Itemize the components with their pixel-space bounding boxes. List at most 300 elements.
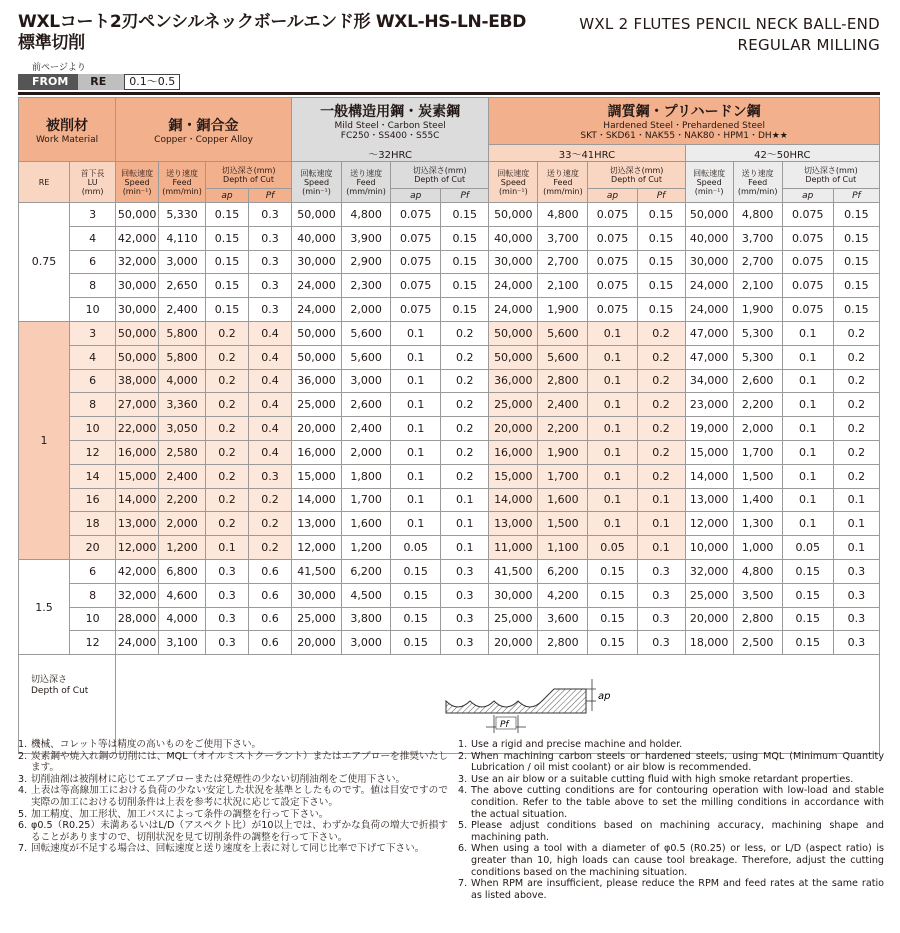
table-cell: 0.075 (782, 274, 833, 298)
table-cell: 32,000 (116, 583, 159, 607)
table-row (19, 274, 880, 298)
table-cell: 1,700 (538, 464, 588, 488)
note-text: 回転速度が不足する場合は、回転速度と送り速度を上表に対して同じ比率で下げて下さい。 (31, 843, 425, 855)
table-cell: 16,000 (489, 440, 538, 464)
table-cell: 14,000 (116, 488, 159, 512)
note-number: 1. (18, 739, 28, 750)
table-cell: 0.2 (441, 393, 489, 417)
title-en-line2: REGULAR MILLING (737, 36, 880, 54)
depth-of-cut-header: 切込深さ(mm) Depth of Cut (206, 162, 292, 189)
note-item (18, 774, 448, 786)
table-cell: 50,000 (116, 321, 159, 345)
table-cell: 0.15 (637, 226, 685, 250)
table-cell: 0.3 (637, 559, 685, 583)
table-cell: 0.1 (782, 512, 833, 536)
hardness-mild: ～32HRC (368, 150, 412, 161)
table-cell: 24,000 (291, 298, 341, 322)
table-cell: 20,000 (685, 607, 733, 631)
note-item (458, 751, 884, 774)
table-cell: 0.15 (206, 226, 249, 250)
table-cell: 0.15 (391, 607, 441, 631)
table-cell: 2,300 (342, 274, 391, 298)
page-title-en (579, 14, 880, 56)
lu-value: 4 (70, 345, 116, 369)
table-cell: 10,000 (685, 536, 733, 560)
table-cell: 0.3 (441, 583, 489, 607)
table-cell: 0.075 (391, 250, 441, 274)
note-text: 上表は等高線加工における負荷の少ない安定した状況を基準としたものです。値は目安ですので実際の加工における切削条件は上表を参考に状況に応じて設定下さい。 (31, 785, 448, 808)
table-cell: 1,900 (733, 298, 782, 322)
table-cell: 0.1 (391, 369, 441, 393)
table-cell: 5,800 (159, 345, 206, 369)
table-cell: 18,000 (685, 631, 733, 655)
table-cell: 30,000 (685, 250, 733, 274)
table-cell: 0.2 (833, 321, 879, 345)
table-cell: 0.2 (206, 321, 249, 345)
material-mild-steel-header: 一般構造用鋼・炭素鋼 Mild Steel・Carbon Steel FC250・SS400・S55C ～32HRC (291, 98, 488, 162)
table-cell: 0.4 (249, 417, 292, 441)
top-rule (18, 92, 880, 95)
table-cell: 0.1 (782, 417, 833, 441)
table-cell: 2,800 (538, 631, 588, 655)
table-cell: 0.075 (782, 226, 833, 250)
table-cell: 0.2 (833, 345, 879, 369)
table-cell: 41,500 (291, 559, 341, 583)
note-number: 2. (18, 750, 28, 762)
re-value: 1.5 (19, 559, 70, 654)
table-cell: 0.075 (782, 203, 833, 227)
table-cell: 13,000 (116, 512, 159, 536)
table-cell: 0.075 (588, 298, 637, 322)
table-cell: 0.075 (782, 250, 833, 274)
table-cell: 50,000 (489, 203, 538, 227)
note-item (18, 785, 448, 808)
table-cell: 14,000 (489, 488, 538, 512)
lu-value: 3 (70, 321, 116, 345)
feed-column-header: 送り速度 Feed (mm/min) (159, 162, 206, 203)
table-cell: 4,200 (538, 583, 588, 607)
table-cell: 3,500 (733, 583, 782, 607)
depth-diagram-svg (436, 671, 616, 737)
table-row (19, 417, 880, 441)
re-column-header: RE (19, 162, 70, 203)
table-cell: 0.15 (206, 203, 249, 227)
table-cell: 0.1 (588, 369, 637, 393)
note-text: When using a tool with a diameter of φ0.5 (R0.25) or less, or L/D (aspect ratio) is greater than 10, high loads can cause tool breakage. Therefore, adjust the cutting conditions based on the machining situation. (471, 843, 884, 878)
table-cell: 0.3 (249, 274, 292, 298)
table-cell: 40,000 (291, 226, 341, 250)
table-cell: 0.075 (782, 298, 833, 322)
pf-label: Pf (500, 720, 509, 731)
table-cell: 2,400 (159, 298, 206, 322)
table-cell: 2,580 (159, 440, 206, 464)
table-cell: 50,000 (291, 203, 341, 227)
note-number: 6. (458, 843, 468, 855)
table-cell: 0.2 (441, 369, 489, 393)
table-cell: 0.15 (833, 298, 879, 322)
hardness-33-41: 33～41HRC (489, 145, 685, 162)
table-cell: 0.1 (588, 393, 637, 417)
note-number: 1. (458, 739, 468, 750)
table-cell: 0.3 (249, 298, 292, 322)
table-cell: 0.1 (391, 488, 441, 512)
table-row (19, 559, 880, 583)
table-cell: 40,000 (489, 226, 538, 250)
table-cell: 4,800 (733, 559, 782, 583)
table-cell: 0.4 (249, 321, 292, 345)
table-cell: 0.15 (206, 250, 249, 274)
table-cell: 3,800 (342, 607, 391, 631)
table-cell: 5,600 (342, 321, 391, 345)
table-cell: 2,400 (538, 393, 588, 417)
table-cell: 0.2 (833, 440, 879, 464)
table-cell: 15,000 (489, 464, 538, 488)
table-cell: 0.1 (782, 321, 833, 345)
table-cell: 4,600 (159, 583, 206, 607)
table-cell: 0.075 (391, 274, 441, 298)
table-cell: 0.1 (441, 488, 489, 512)
table-cell: 1,900 (538, 440, 588, 464)
table-row (19, 321, 880, 345)
table-row (19, 250, 880, 274)
lu-value: 4 (70, 226, 116, 250)
note-text: φ0.5（R0.25）未満あるいはL/D（アスペクト比）が10以上では、わずかな負荷の増大で折損することがありますので、切削状況を見て切削条件の調整を行って下さい。 (31, 820, 448, 843)
table-cell: 0.1 (588, 464, 637, 488)
table-cell: 0.1 (441, 512, 489, 536)
table-cell: 0.3 (441, 559, 489, 583)
hardness-42-50: 42～50HRC (685, 145, 879, 162)
table-cell: 5,600 (538, 321, 588, 345)
table-cell: 0.15 (588, 631, 637, 655)
table-cell: 0.05 (588, 536, 637, 560)
pf-column-header: Pf (441, 189, 489, 203)
table-cell: 2,900 (342, 250, 391, 274)
table-cell: 0.1 (588, 488, 637, 512)
table-cell: 24,000 (685, 298, 733, 322)
table-cell: 15,000 (291, 464, 341, 488)
table-cell: 0.3 (249, 250, 292, 274)
note-item (458, 843, 884, 878)
title-jp-line1: WXLコート2刃ペンシルネックボールエンド形 WXL-HS-LN-EBD (18, 12, 527, 32)
table-cell: 24,000 (291, 274, 341, 298)
table-cell: 0.15 (441, 203, 489, 227)
table-row (19, 536, 880, 560)
table-cell: 0.1 (391, 345, 441, 369)
ap-column-header: ap (391, 189, 441, 203)
table-cell: 0.1 (588, 417, 637, 441)
table-cell: 5,600 (538, 345, 588, 369)
lu-value: 14 (70, 464, 116, 488)
table-cell: 0.1 (782, 440, 833, 464)
table-cell: 0.15 (206, 274, 249, 298)
table-cell: 0.15 (588, 583, 637, 607)
table-cell: 30,000 (116, 274, 159, 298)
table-cell: 0.1 (782, 369, 833, 393)
note-number: 3. (18, 773, 28, 785)
table-cell: 25,000 (489, 393, 538, 417)
table-row (19, 464, 880, 488)
table-cell: 13,000 (489, 512, 538, 536)
table-cell: 0.075 (588, 250, 637, 274)
table-cell: 2,000 (342, 298, 391, 322)
table-cell: 0.4 (249, 393, 292, 417)
table-cell: 5,330 (159, 203, 206, 227)
table-cell: 0.2 (249, 488, 292, 512)
table-cell: 2,400 (159, 464, 206, 488)
note-item (18, 843, 448, 855)
table-cell: 50,000 (489, 321, 538, 345)
note-item (18, 739, 448, 751)
table-cell: 0.075 (391, 203, 441, 227)
table-cell: 12,000 (685, 512, 733, 536)
table-cell: 0.3 (637, 631, 685, 655)
note-number: 7. (18, 843, 28, 855)
table-cell: 0.1 (833, 488, 879, 512)
table-cell: 0.2 (637, 440, 685, 464)
table-cell: 14,000 (291, 488, 341, 512)
table-cell: 0.2 (833, 417, 879, 441)
table-cell: 4,800 (342, 203, 391, 227)
table-cell: 0.1 (637, 512, 685, 536)
speed-column-header: 回転速度 Speed (min⁻¹) (116, 162, 159, 203)
table-cell: 2,600 (342, 393, 391, 417)
table-cell: 0.15 (588, 607, 637, 631)
table-cell: 1,800 (342, 464, 391, 488)
note-text: 炭素鋼や焼入れ鋼の切削には、MQL（オイルミストクーラント）またはエアブローを推奨いたします。 (31, 750, 448, 774)
note-item (458, 820, 884, 843)
table-cell: 0.075 (588, 274, 637, 298)
table-cell: 20,000 (489, 417, 538, 441)
table-cell: 5,300 (733, 321, 782, 345)
table-cell: 5,300 (733, 345, 782, 369)
table-cell: 3,050 (159, 417, 206, 441)
table-cell: 0.2 (441, 417, 489, 441)
table-cell: 23,000 (685, 393, 733, 417)
table-cell: 24,000 (685, 274, 733, 298)
table-cell: 2,000 (159, 512, 206, 536)
table-cell: 0.15 (588, 559, 637, 583)
lu-value: 8 (70, 393, 116, 417)
table-cell: 4,500 (342, 583, 391, 607)
table-cell: 0.3 (833, 631, 879, 655)
table-cell: 0.1 (391, 417, 441, 441)
table-cell: 4,110 (159, 226, 206, 250)
table-cell: 16,000 (291, 440, 341, 464)
note-item (458, 878, 884, 901)
lu-value: 8 (70, 583, 116, 607)
table-cell: 0.15 (833, 274, 879, 298)
table-cell: 50,000 (116, 345, 159, 369)
table-cell: 0.15 (441, 226, 489, 250)
table-cell: 0.6 (249, 631, 292, 655)
table-cell: 1,500 (733, 464, 782, 488)
table-cell: 0.2 (206, 512, 249, 536)
note-text: 機械、コレット等は精度の高いものをご使用下さい。 (31, 739, 262, 750)
table-cell: 0.2 (637, 345, 685, 369)
table-cell: 0.15 (782, 607, 833, 631)
table-cell: 4,000 (159, 607, 206, 631)
table-cell: 1,200 (159, 536, 206, 560)
table-cell: 0.1 (588, 440, 637, 464)
table-row (19, 488, 880, 512)
speed-column-header: 回転速度 Speed (min⁻¹) (291, 162, 341, 203)
table-cell: 0.2 (441, 464, 489, 488)
table-cell: 15,000 (685, 440, 733, 464)
table-cell: 3,600 (538, 607, 588, 631)
note-item (458, 774, 884, 786)
table-cell: 0.1 (782, 393, 833, 417)
table-cell: 0.2 (637, 369, 685, 393)
lu-value: 18 (70, 512, 116, 536)
lu-value: 3 (70, 203, 116, 227)
table-cell: 13,000 (685, 488, 733, 512)
table-row (19, 583, 880, 607)
depth-of-cut-label: 切込深さ Depth of Cut (19, 655, 116, 754)
table-cell: 0.2 (637, 464, 685, 488)
lu-value: 12 (70, 440, 116, 464)
table-cell: 0.3 (206, 631, 249, 655)
table-cell: 25,000 (489, 607, 538, 631)
table-cell: 47,000 (685, 321, 733, 345)
note-text: When RPM are insufficient, please reduce the RPM and feed rates at the same ratio as listed above. (471, 878, 884, 901)
table-cell: 3,000 (159, 250, 206, 274)
table-cell: 0.2 (833, 393, 879, 417)
table-cell: 0.4 (249, 440, 292, 464)
note-text: When machining carbon steels or hardened steels, using MQL (Minimum Quantity Lubrication / oil mist coolant) or air blow is recommended. (471, 750, 884, 774)
table-cell: 20,000 (489, 631, 538, 655)
note-text: The above cutting conditions are for contouring operation with low-load and stable condition. Refer to the table above to set the milling conditions in accordance with the actual situation. (471, 785, 884, 820)
table-cell: 3,000 (342, 631, 391, 655)
table-cell: 12,000 (116, 536, 159, 560)
table-cell: 1,900 (538, 298, 588, 322)
table-cell: 30,000 (489, 583, 538, 607)
table-cell: 0.3 (206, 607, 249, 631)
table-cell: 0.1 (391, 512, 441, 536)
table-cell: 0.3 (441, 631, 489, 655)
table-cell: 1,600 (538, 488, 588, 512)
table-cell: 2,100 (538, 274, 588, 298)
table-cell: 0.2 (249, 512, 292, 536)
feed-column-header: 送り速度 Feed (mm/min) (342, 162, 391, 203)
re-value: 1 (19, 321, 70, 559)
table-cell: 0.1 (391, 321, 441, 345)
table-cell: 0.1 (441, 536, 489, 560)
lu-value: 6 (70, 250, 116, 274)
note-text: 切削油剤は被削材に応じてエアブローまたは発煙性の少ない切削油剤をご使用下さい。 (31, 773, 406, 785)
table-cell: 11,000 (489, 536, 538, 560)
table-cell: 0.15 (637, 250, 685, 274)
table-cell: 0.2 (637, 417, 685, 441)
table-cell: 16,000 (116, 440, 159, 464)
table-cell: 24,000 (489, 274, 538, 298)
table-cell: 0.2 (441, 345, 489, 369)
table-cell: 25,000 (685, 583, 733, 607)
lu-value: 8 (70, 274, 116, 298)
work-material-header: 被削材 Work Material (19, 98, 116, 162)
table-cell: 32,000 (685, 559, 733, 583)
table-cell: 3,000 (342, 369, 391, 393)
table-cell: 0.15 (637, 203, 685, 227)
table-cell: 3,100 (159, 631, 206, 655)
table-cell: 40,000 (685, 226, 733, 250)
re-label: RE (78, 74, 124, 90)
previous-page-note: 前ページより (32, 63, 86, 73)
table-cell: 42,000 (116, 559, 159, 583)
table-cell: 0.15 (206, 298, 249, 322)
table-cell: 13,000 (291, 512, 341, 536)
table-cell: 0.15 (782, 631, 833, 655)
table-cell: 34,000 (685, 369, 733, 393)
table-cell: 0.3 (833, 607, 879, 631)
table-cell: 36,000 (291, 369, 341, 393)
table-row (19, 440, 880, 464)
table-row (19, 607, 880, 631)
table-cell: 32,000 (116, 250, 159, 274)
table-cell: 0.1 (782, 488, 833, 512)
table-cell: 0.2 (637, 321, 685, 345)
table-cell: 20,000 (291, 417, 341, 441)
table-cell: 0.15 (782, 559, 833, 583)
note-item (458, 739, 884, 751)
ap-column-header: ap (782, 189, 833, 203)
note-item (18, 809, 448, 821)
table-cell: 2,000 (342, 440, 391, 464)
table-cell: 0.15 (391, 631, 441, 655)
lu-value: 16 (70, 488, 116, 512)
table-cell: 0.4 (249, 345, 292, 369)
table-row (19, 345, 880, 369)
table-cell: 2,800 (733, 607, 782, 631)
table-cell: 0.1 (391, 464, 441, 488)
title-en-line1: WXL 2 FLUTES PENCIL NECK BALL-END (579, 15, 880, 33)
table-cell: 0.1 (588, 512, 637, 536)
table-cell: 38,000 (116, 369, 159, 393)
pf-column-header: Pf (249, 189, 292, 203)
table-cell: 24,000 (489, 298, 538, 322)
table-cell: 0.2 (206, 369, 249, 393)
table-cell: 30,000 (489, 250, 538, 274)
table-cell: 0.3 (833, 559, 879, 583)
table-cell: 41,500 (489, 559, 538, 583)
table-cell: 0.1 (637, 488, 685, 512)
table-cell: 2,200 (159, 488, 206, 512)
table-cell: 1,100 (538, 536, 588, 560)
speed-column-header: 回転速度 Speed (min⁻¹) (685, 162, 733, 203)
lu-value: 10 (70, 298, 116, 322)
table-cell: 0.15 (637, 274, 685, 298)
table-cell: 4,000 (159, 369, 206, 393)
depth-of-cut-header: 切込深さ(mm) Depth of Cut (391, 162, 489, 189)
notes-english (458, 739, 884, 901)
table-cell: 2,700 (733, 250, 782, 274)
table-cell: 0.1 (782, 464, 833, 488)
note-number: 3. (458, 773, 468, 785)
table-cell: 1,000 (733, 536, 782, 560)
note-number: 4. (458, 785, 468, 797)
note-text: Use an air blow or a suitable cutting fluid with high smoke retardant properties. (471, 773, 854, 785)
table-cell: 0.075 (391, 226, 441, 250)
re-range: 0.1～0.5 (124, 74, 180, 90)
feed-column-header: 送り速度 Feed (mm/min) (538, 162, 588, 203)
table-cell: 30,000 (291, 250, 341, 274)
table-cell: 0.15 (833, 226, 879, 250)
table-cell: 0.05 (782, 536, 833, 560)
table-cell: 0.3 (637, 607, 685, 631)
lu-column-header: 首下長 LU (mm) (70, 162, 116, 203)
notes-japanese (18, 739, 448, 855)
feed-column-header: 送り速度 Feed (mm/min) (733, 162, 782, 203)
speed-column-header: 回転速度 Speed (min⁻¹) (489, 162, 538, 203)
